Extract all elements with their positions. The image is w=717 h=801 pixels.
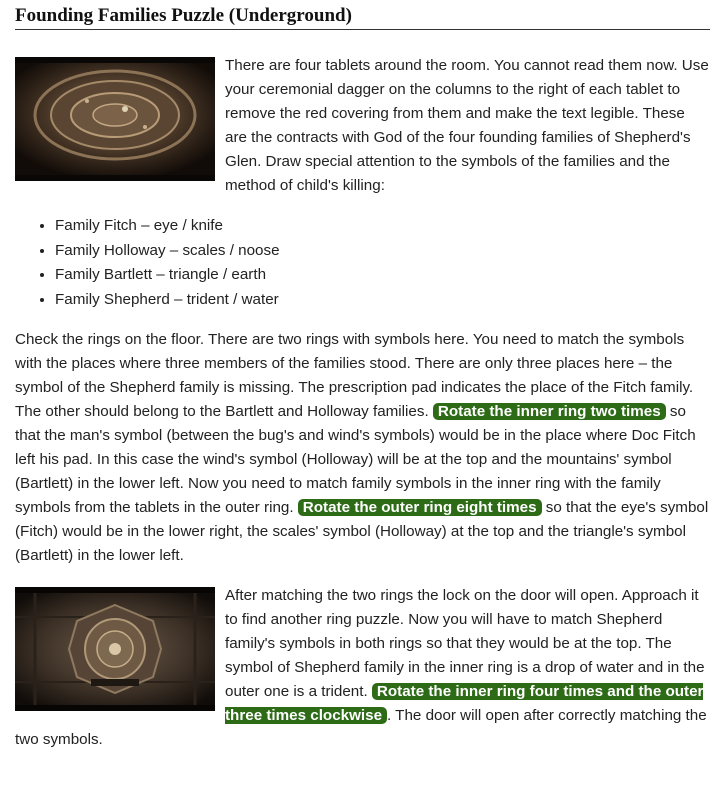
door-text-1: After matching the two rings the lock on the door will open. Approach it to find another ring puzzle. Now you will have to match Shepherd family's symbols in both rings so that they would be at the top. The symbol of Shepherd family in the inner ring is a drop of water and in the outer one is a trident. — [225, 587, 705, 700]
intro-block — [15, 54, 710, 312]
highlight-rotate-inner: Rotate the inner ring two times — [433, 403, 666, 420]
rings-text-1: Check the rings on the floor. There are two rings with symbols here. You need to match the symbols with the places where three members of the families stood. There are only three places here – the symbol of the Shepherd family is missing. The prescription pad indicates the place of the Fitch family. The other should belong to the Bartlett and Holloway families. — [15, 331, 694, 420]
rings-paragraph — [15, 328, 710, 568]
list-item-bartlett: • Family Bartlett – triangle / earth — [55, 263, 710, 288]
list-item-shepherd: • Family Shepherd – trident / water — [55, 288, 710, 313]
list-item-holloway: • Family Holloway – scales / noose — [55, 239, 710, 264]
highlight-rotate-outer: Rotate the outer ring eight times — [298, 499, 542, 516]
list-item-fitch: • Family Fitch – eye / knife — [55, 214, 710, 239]
floor-rings-image — [15, 57, 215, 181]
floor-rings-screenshot — [15, 57, 215, 181]
door-lock-screenshot — [15, 587, 215, 711]
rings-text-2: so that the man's symbol (between the bug's and wind's symbols) would be in the place where Doc Fitch left his pad. In this case the wind's symbol (Holloway) will be at the top and the mountains' symbol (Bartlett) in the lower left. Now you need to match family symbols in the inner ring with the family symbols from the tablets in the outer ring. — [15, 403, 696, 516]
door-text-2: . The door will open after correctly matching the two symbols. — [15, 707, 707, 748]
page-title: Founding Families Puzzle (Underground) — [15, 4, 710, 30]
rings-text-3: so that the eye's symbol (Fitch) would be in the lower right, the scales' symbol (Holloway) at the top and the triangle's symbol (Bartlett) in the lower left. — [15, 499, 709, 564]
door-block — [15, 584, 710, 752]
family-list — [15, 214, 710, 312]
article — [15, 0, 710, 752]
door-lock-image — [15, 587, 215, 711]
intro-paragraph: There are four tablets around the room. You cannot read them now. Use your ceremonial dagger on the columns to the right of each tablet to remove the red covering from them and make the text legible. These are the contracts with God of the four founding families of Shepherd's Glen. Draw special attention to the symbols of the families and the method of child's killing: — [225, 57, 709, 194]
highlight-rotate-both: Rotate the inner ring four times and the outer three times clockwise — [225, 683, 704, 724]
